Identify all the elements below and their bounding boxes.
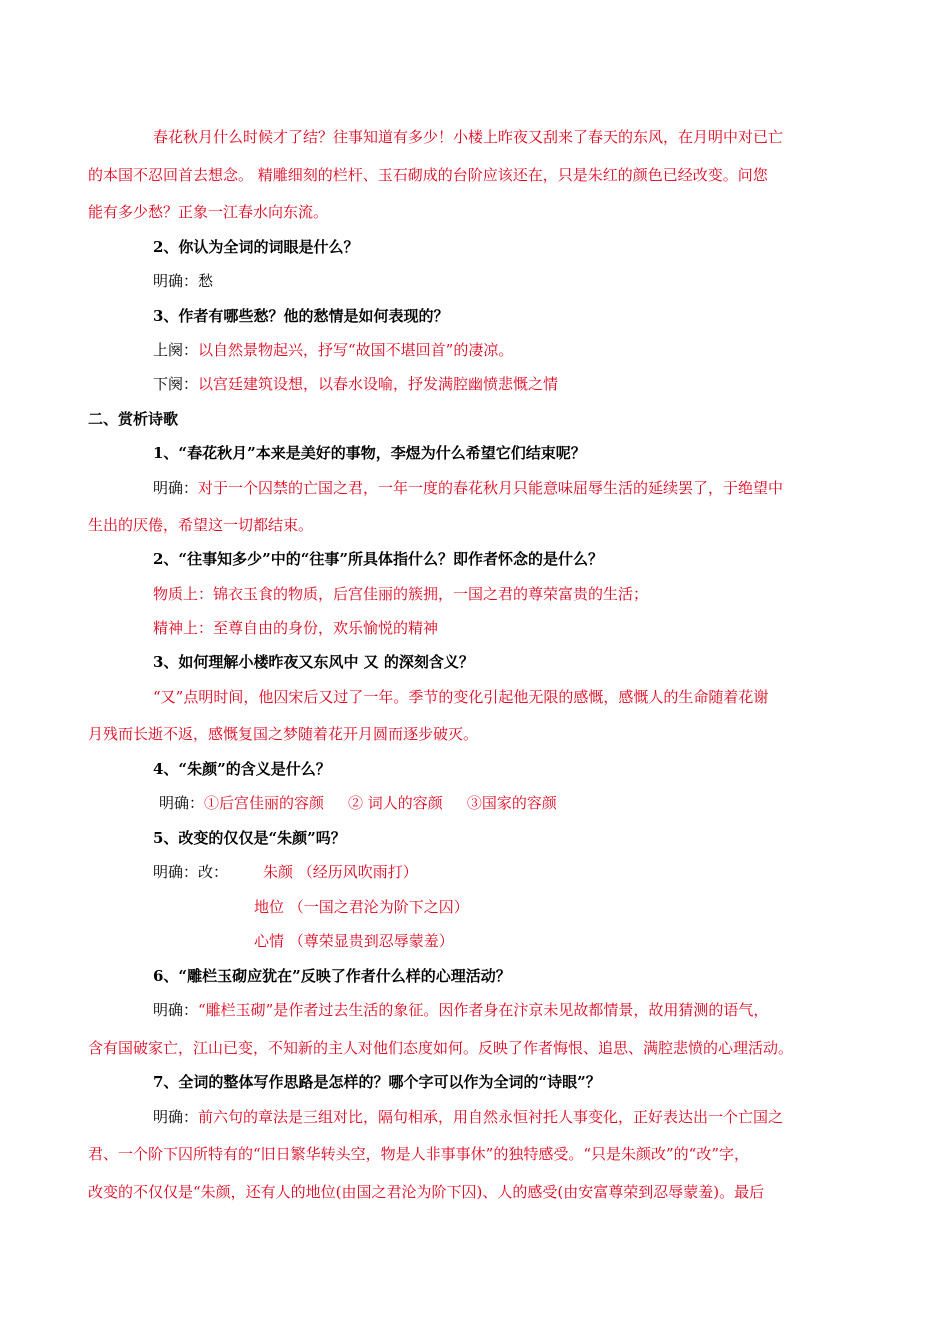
answer-label: 明确：: [153, 479, 199, 497]
answer-option-1: ①后宫佳丽的容颜: [204, 794, 325, 812]
answer-7-line-1: [153, 1106, 933, 1128]
answer-3-upper: [153, 339, 933, 361]
answer-2-spiritual: 精神上：至尊自由的身份，欢乐愉悦的精神: [153, 619, 439, 637]
answer-label: 明确：: [153, 272, 199, 290]
answer-7-line-2: 君、一个阶下囚所特有的“旧日繁华转头空，物是人非事事休”的独特感受。“只是朱颜改”的“改”字，: [88, 1145, 750, 1163]
answer-5-label: 明确：改：: [153, 863, 229, 881]
answer-5-item-2: 地位 （一国之君沦为阶下之囚）: [254, 898, 469, 916]
question-7-structure: 7、全词的整体写作思路是怎样的？哪个字可以作为全词的“诗眼”？: [153, 1073, 601, 1091]
question-1-spring-autumn: 1、“春花秋月”本来是美好的事物，李煜为什么希望它们结束呢？: [153, 444, 586, 462]
answer-label: 明确：: [153, 1001, 199, 1019]
question-2-word-eye: 2、你认为全词的词眼是什么？: [153, 238, 359, 256]
answer-option-3: ③国家的容颜: [466, 794, 557, 812]
answer-6-line-2: 含有国破家亡，江山已变，不知新的主人对他们态度如何。反映了作者悔恨、追思、满腔悲愤的心理活动。: [88, 1039, 794, 1057]
answer-3-line-2: 月残而长逝不返，感慨复国之梦随着花开月圆而逐步破灭。: [88, 725, 479, 743]
intro-line-2: 的本国不忍回首去想念。 精雕细刻的栏杆、玉石砌成的台阶应该还在，只是朱红的颜色已经改变。问您: [88, 166, 768, 184]
answer-5-item-3: 心情 （尊荣显贵到忍辱蒙羞）: [254, 932, 454, 950]
intro-line-3: 能有多少愁？正象一江春水向东流。: [88, 203, 329, 221]
answer-text: 愁: [198, 272, 214, 290]
question-6-carved-balustrade: 6、“雕栏玉砌应犹在”反映了作者什么样的心理活动？: [153, 967, 511, 985]
question-3-you: 3、如何理解小楼昨夜又东风中 又 的深刻含义？: [153, 653, 474, 671]
answer-3-line-1: “又”点明时间，他囚宋后又过了一年。季节的变化引起他无限的感慨，感慨人的生命随着花谢: [153, 688, 769, 706]
answer-text: 以宫廷建筑设想，以春水设喻，抒发满腔幽愤悲慨之情: [198, 375, 559, 393]
answer-3-lower: [153, 373, 933, 395]
answer-2-material: 物质上：锦衣玉食的物质，后宫佳丽的簇拥，一国之君的尊荣富贵的生活；: [153, 585, 649, 603]
answer-1-line-1: [153, 477, 933, 499]
answer-option-2: ② 词人的容颜: [348, 794, 443, 812]
answer-1-line-2: 生出的厌倦，希望这一切都结束。: [88, 516, 314, 534]
answer-2: [153, 270, 933, 292]
answer-4: [159, 792, 939, 814]
question-5-change: 5、改变的仅仅是“朱颜”吗？: [153, 829, 346, 847]
answer-5-item-1: 朱颜 （经历风吹雨打）: [263, 863, 418, 881]
section-heading-appreciation: 二、赏析诗歌: [88, 410, 179, 428]
answer-text: 前六句的章法是三组对比，隔句相承，用自然永恒衬托人事变化，正好表达出一个亡国之: [198, 1108, 784, 1126]
answer-text: 对于一个囚禁的亡国之君，一年一度的春花秋月只能意味屈辱生活的延续罢了，于绝望中: [198, 479, 784, 497]
answer-label: 下阕：: [153, 375, 199, 393]
answer-label: 上阕：: [153, 341, 199, 359]
question-4-zhuyan: 4、“朱颜”的含义是什么？: [153, 760, 331, 778]
answer-7-line-3: 改变的不仅仅是“朱颜，还有人的地位(由国之君沦为阶下囚)、人的感受(由安富尊荣到忍辱蒙羞)。最后: [88, 1183, 765, 1201]
answer-text: 以自然景物起兴，抒写“故国不堪回首”的凄凉。: [198, 341, 514, 359]
answer-label: 明确：: [159, 794, 205, 812]
answer-6-line-1: [153, 999, 933, 1021]
intro-line-1: 春花秋月什么时候才了结？往事知道有多少！小楼上昨夜又刮来了春天的东风，在月明中对已亡: [153, 128, 784, 146]
answer-text: “雕栏玉砌”是作者过去生活的象征。因作者身在汴京未见故都情景，故用猜测的语气，: [198, 1001, 769, 1019]
answer-label: 明确：: [153, 1108, 199, 1126]
question-3-sorrows: 3、作者有哪些愁？他的愁情是如何表现的？: [153, 307, 449, 325]
question-2-past-events: 2、“往事知多少”中的“往事”所具体指什么？即作者怀念的是什么？: [153, 550, 603, 568]
